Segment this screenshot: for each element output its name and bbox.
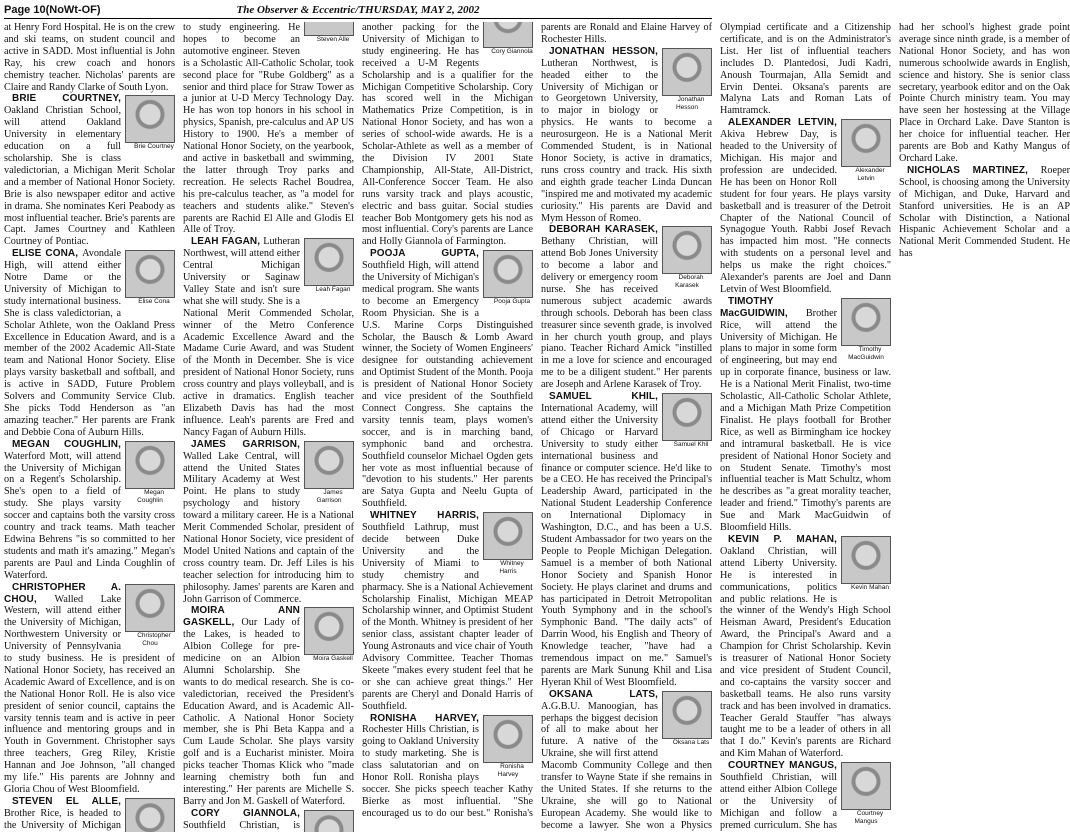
photo-caption: Moira Gaskell: [313, 655, 353, 663]
student-photo: [841, 536, 891, 592]
student-profile: [541, 391, 712, 689]
student-profile: [183, 236, 354, 438]
photo-caption: Kevin Mahan: [851, 583, 889, 591]
photo-caption: Christopher Chou: [137, 631, 171, 647]
student-profile: [541, 46, 712, 225]
student-name: ALEXANDER LETVIN,: [728, 117, 837, 129]
photo-caption: Ronisha Harvey: [497, 762, 524, 778]
student-profile: [541, 224, 712, 391]
photo-caption: Timothy MacGuidwin: [848, 345, 884, 361]
student-name: OKSANA LATS,: [549, 688, 658, 700]
photo-caption: Samuel Khil: [673, 441, 709, 449]
student-name: JONATHAN HESSON,: [549, 45, 658, 57]
profile-text: Waterford Mott, will attend the University of Michigan on a Regent's Scholarship. She's open to a field of study. She plays varsity soccer and captains both the varsity cross country and track teams. Math teacher Edwina Behrens "is so committed to her students and math it's amazing." Megan's parents are Paul and Linda Coughlin of Waterford.: [4, 450, 175, 581]
portrait-image: [304, 607, 354, 655]
portrait-image: [125, 441, 175, 489]
student-photo: [662, 48, 712, 112]
portrait-image: [125, 95, 175, 143]
portrait-image: [841, 762, 891, 810]
profile-text: Brother Rice, is headed to the University of Michigan to study engineering. He hopes to become an automotive engineer. Steven is a Scholastic All-Catholic Scholar, took second place for "Rube Goldberg" as a senior and third place for Straw Tower as a junior at U-D Mercy Technology Day. He has won top honors in his school in physics, Spanish, pre-calculus and AP US History to 1900. He's a member of National Honor Society, on the yearbook, and active in basketball and swimming, the latter through Troy parks and recreation. He selects Rachel Boudrea, his pre-calculus teacher, as "a model for teachers and students alike." Steven's parents are Rachid El Alle and Glodis El Alle of Troy.: [4, 22, 354, 831]
profile-text: Oakland Christian School, will attend Oakland University in elementary education on a full scholarship. She is class valedictorian, a Michigan Merit Scholar and a member of National Honor Society. Brie is also newspaper editor and active in drama. She nominates Keri Peabody as most influential teacher. Brie's parents are Capt. James Courtney and Kathleen Courtney of Pontiac.: [4, 105, 175, 248]
student-profile: [4, 22, 175, 93]
student-profile: [899, 165, 1070, 260]
portrait-image: [125, 584, 175, 632]
student-name: JAMES GARRISON,: [191, 438, 300, 450]
student-name: WHITNEY HARRIS,: [370, 510, 479, 522]
portrait-image: [662, 691, 712, 739]
student-name: CHRISTOPHER A. CHOU,: [4, 581, 121, 605]
photo-caption: James Garrison: [316, 488, 343, 504]
profile-text: Southfield High, will attend the University of Michigan's medical program. She wants to become an Emergency Room Physician. She is a U.S. Marine Corps Distinguished Scholar, the Bausch & Lomb Award winner, the Society of Women Engineers' designee for outstanding achievement and Optimist Student of the Month. Pooja is president of National Honor Society and vice president of the Southfield Connect Congress. She captains the varsity tennis team, plays women's soccer, and is in marching band, symphonic band and orchestra. Southfield counselor Michael Ogden gets her vote as most influential because of "devotion to his students." Her parents are Satya Gupta and Neelu Gupta of Southfield.: [362, 260, 533, 510]
student-photo: [662, 393, 712, 449]
photo-caption: Pooja Gupta: [493, 298, 531, 306]
student-profile: [4, 439, 175, 582]
photo-caption: Alexander Letvin: [855, 167, 885, 183]
photo-caption: Deborah Karasek: [675, 274, 704, 290]
student-name: ELISE CONA,: [12, 248, 83, 260]
student-profile: [4, 582, 175, 796]
profile-text: Rochester Hills Christian, is going to Oakland University to study marketing. She is class salutatorian and on Honor Roll. Ronisha plays soccer. She picks speech teacher Kathy Bierke as most influential. "She encouraged us to do our best." Ronisha's parents are Ronald and Elaine Harvey of Rochester Hills.: [362, 22, 712, 819]
student-photo: [841, 762, 891, 826]
profile-text: Bethany Christian, will attend Bob Jones University to become a labor and delivery or emergency room nurse. She has received numerous subject academic awards through schools. Deborah has been class treasurer since seventh grade, is involved in her church youth group, and plays piano. Teacher Richard Amick "instilled in me a love for science and encouraged me to be a diligent student." Her parents are Joseph and Arlene Karasek of Troy.: [541, 236, 712, 391]
profile-text: Avondale High, will attend either Notre Dame or the University of Michigan to study international business. She is class valedictorian, a Scholar Athlete, won the Oakland Press Excellence in Education Award, and is a member of the 2002 Academic All-State team and National Honor Society. Elise plays varsity basketball and softball, and is active in SADD, Future Problem Solvers and Community Service Club. She picks Todd Henderson as "an amazing teacher." Her parents are Frank and Debbie Cona of Auburn Hills.: [4, 248, 175, 438]
profile-text: Southfield Christian, will attend either Albion College or the University of Michigan and follow a premed curriculum. She has had her school's highest grade point average since ninth grade, is a member of National Honor Society, and has won numerous schoolwide awards in English, science and history. She is senior class secretary, yearbook editor and on the Oak Pointe Church ministry team. You may have seen her hostessing at the Village Place in Orchard Lake. Dave Stanton is her choice for influential teacher. Her parents are Bob and Kathy Mangus of Orchard Lake.: [720, 22, 1070, 831]
photo-caption: Cory Giannola: [491, 47, 533, 55]
student-photo: [304, 441, 354, 505]
portrait-image: [304, 238, 354, 286]
student-photo: [304, 607, 354, 663]
student-name: MOIRA ANN GASKELL,: [183, 605, 300, 629]
portrait-image: [662, 226, 712, 274]
student-name: POOJA GUPTA,: [370, 248, 479, 260]
student-photo: [483, 715, 533, 779]
page-header: [4, 2, 712, 19]
student-name: LEAH FAGAN,: [191, 236, 264, 248]
profile-text: Southfield Lathrup, must decide between Duke University and the University of Miami to study chemistry and pharmacy. She is a National Achievement Scholarship Finalist, Michigan MEAP Scholarship winner, and Optimist Student of the Month. Whitney is president of her senior class, assistant chapter leader of Young Astronauts and vice chair of Youth Advisory Committee. Teacher Thomas Skeete "makes every student feel that he or she can achieve great things." Her parents are Cheryl and Donald Harris of Southfield.: [362, 522, 533, 712]
profile-text: Roeper School, is choosing among the University of Michigan, and Duke, Harvard and Stanford universities. He is an AP Scholar with Distinction, a National Hispanic Achievement Scholar and a National Merit Commended Student. He has: [899, 164, 1070, 260]
photo-caption: Whitney Harris: [499, 560, 524, 576]
student-name: KEVIN P. MAHAN,: [728, 533, 837, 545]
profile-text: A.G.B.U. Manoogian, has perhaps the biggest decision of all to make about her future. A native of the Ukraine, she will first attend Macomb Community College and then transfer to Wayne State if she remains in the United States. If she returns to the Ukraine, she will go to National European Academy. She would like to become a lawyer. She won a Physics Olympiad certificate and a Citizenship certificate, and is on the Administrator's List. Her list of influential teachers includes D. Plantedosi, Judi Kadri, Anoush Tourmajan, Alla Semidt and Ervin Dentei. Oksana's parents are Malyna Lats and Roman Lats of Hamtramck.: [541, 22, 891, 831]
student-photo: [304, 238, 354, 294]
student-name: NICHOLAS MARTINEZ,: [907, 164, 1041, 176]
profile-text: at Henry Ford Hospital. He is on the crew and ski teams, on student council and active in SADD. Most influential is John Ray, his crew coach and honors chemistry teacher. Nicholas' parents are Claire and Randy Clarke of South Lyon.: [4, 22, 175, 93]
student-name: CORY GIANNOLA,: [191, 807, 300, 819]
student-name: DEBORAH KARASEK,: [549, 224, 658, 236]
portrait-image: [304, 441, 354, 489]
masthead: The Observer & Eccentric/THURSDAY, MAY 2, 2002: [236, 4, 480, 16]
profile-text: Walled Lake Central, will attend the United States Military Academy at West Point. He plans to study psychology and history toward a military career. He is a National Merit Commended Scholar, president of National Honor Society, vice president of Model United Nations and captain of the cross country team. Dr. Jeff Liles is his teacher selection for introducing him to philosophy. James' parents are Karen and John Garrison of Commerce.: [183, 450, 354, 605]
student-profile: [183, 439, 354, 606]
student-name: SAMUEL KHIL,: [549, 391, 658, 403]
student-photo: [841, 298, 891, 362]
profile-text: Walled Lake Western, will attend either the University of Michigan, Northwestern University or University of Pennsylvania to study business. He is president of National Honor Society, has received an Academic Award of Excellence, and is on the National Honor Roll. He is also vice president of senior council, captains the varsity tennis team and is active in peer influence and mentoring groups and in Youth in Government. Christopher says three teachers, Greg Riley, Kristie Hannan and Joe Johnson, "all changed my life." His parents are Johnny and Gloria Chou of West Bloomfield.: [4, 593, 175, 795]
student-profile: [362, 510, 533, 712]
page-number: Page 10(NoWt-OF): [4, 4, 101, 16]
student-photo: [483, 250, 533, 306]
portrait-image: [662, 393, 712, 441]
photo-caption: Jonathan Hesson: [675, 95, 705, 111]
student-name: BRIE COURTNEY,: [12, 93, 121, 105]
profile-text: Our Lady of the Lakes, is headed to Albion College for pre-medicine on an Albion Alumni Scholarship. She wants to do medical research. She is co-valedictorian, received the President's Education Award, and is Academic All-Catholic. A National Honor Society member, she is Phi Beta Kappa and a Cum Laude Scholar. She plays varsity golf and is a Eucharist minister. Moira picks teacher Thomas Klick who "made learning chemistry both fun and interesting." Her parents are Michelle S. Barry and Jon M. Gaskell of Waterford.: [183, 617, 354, 807]
student-name: TIMOTHY MacGUIDWIN,: [720, 295, 806, 319]
portrait-image: [841, 298, 891, 346]
student-photo: [483, 512, 533, 576]
portrait-image: [483, 512, 533, 560]
student-photo: [125, 250, 175, 306]
student-profile: [183, 605, 354, 807]
portrait-image: [483, 250, 533, 298]
student-profile: [4, 93, 175, 248]
portrait-image: [125, 250, 175, 298]
student-name: RONISHA HARVEY,: [370, 712, 479, 724]
student-photo: [125, 584, 175, 648]
portrait-image: [841, 536, 891, 584]
student-profile: [720, 296, 891, 534]
photo-caption: Leah Fagan: [315, 286, 351, 294]
student-name: COURTNEY MANGUS,: [728, 760, 837, 772]
student-profile: [362, 248, 533, 510]
profile-text: Oakland Christian, will attend Liberty University. He is interested in communications, politics and public relations. He is the winner of the Wendy's High School Heisman Award, President's Education Award, the Principal's Award and a Champion for Christ Scholarship. Kevin is treasurer of National Honor Society and vice president of Student Council, and co-captains the varsity soccer and basketball teams. He also runs varsity track and has been involved in dramatics. Teacher Gerald Stauffer "has always taught me to be a leader of others in all that I do." Kevin's parents are Richard and Kim Mahan of Waterford.: [720, 545, 891, 760]
profile-text: Lutheran Northwest, will attend either Central Michigan University or Saginaw Valley State and isn't sure what she will study. She is a National Merit Commended Scholar, winner of the Metro Conference Academic Excellence Award and the Madame Curie Award, and was Student of the Month in December. She is vice president of National Honor Society, runs cross country and plays volleyball, and is active in dramatics. English teacher Elizabeth Davis has had the most influence. Leah's parents are Fred and Nancy Fagan of Auburn Hills.: [183, 236, 354, 438]
photo-caption: Elise Cona: [138, 298, 170, 306]
photo-caption: Oksana Lats: [672, 738, 710, 746]
student-name: MEGAN COUGHLIN,: [12, 438, 121, 450]
student-photo: [125, 441, 175, 505]
student-profile: [4, 248, 175, 439]
photo-caption: Megan Coughlin: [137, 488, 164, 504]
photo-caption: Brie Courtney: [134, 143, 174, 151]
profile-text: International Academy, will attend either the University of Chicago or Harvard University to study either international business and finance or computer science. He'd like to be a CEO. He has received the Principal's Leadership Award, participated in the National Student Leadership Conference on International Diplomacy in Washington, D.C., and has been a U.S. Student Ambassador for two years on the People to People Michigan Delegation. Samuel is a member of both National Honor Society and Spanish Honor Society. He plays clarinet and drums and has participated in Detroit Metropolitan Youth Symphony and in the school's Symphonic Band. "The daily acts" of Darrin Wood, his English and Theory of Knowledge teacher, "have had a tremendous impact on me." Samuel's parents are Mark Sunung Khil and Lisa Hyeran Khil of West Bloomfield.: [541, 403, 712, 688]
student-photo: [662, 691, 712, 747]
portrait-image: [483, 715, 533, 763]
portrait-image: [841, 119, 891, 167]
student-profile: [720, 534, 891, 760]
student-profile: [720, 117, 891, 296]
student-photo: [841, 119, 891, 183]
article-columns: [4, 22, 1070, 832]
student-name: STEVEN EL ALLE,: [12, 795, 121, 807]
profile-text: Brother Rice, will attend the University of Michigan. He plans to major in some form of engineering, but may end up in corporate finance, business or law. He is a National Merit Finalist, two-time Scholastic, All-Catholic Scholar Athlete, and a Michigan Math Prize Competition Finalist. He plays football for Brother Rice, as well as Birmingham ice hockey and intramural basketball. He is vice president of National Honor Society and on Student Senate. Timothy's most influential teacher is Matt Schultz, whom he describes as "a great morality teacher, leader and friend." Timothy's parents are Sue and Mark MacGuidwin of Bloomfield Hills.: [720, 307, 891, 534]
photo-caption: Steven Alle: [316, 35, 350, 43]
profile-text: Southfield Christian, is another packing for the University of Michigan to study engineering. He has received a U-M Regents Scholarship and is a qualifier for the Michigan Competitive Scholarship. Cory has scored well in the Michigan Mathematics Prize Competition, is in National Honor Society, and has won a series of school-wide awards. He is a Scholar-Athlete as well as a member of the Division IV 2001 State Championship, All-State, All-District, All-Conference Soccer Team. He also runs varsity track and plays acoustic, electric and bass guitar. Social studies teacher Bob Montgomery gets his nod as most influential. Cory's parents are Lance and Holly Giannola of Farmington.: [183, 22, 533, 831]
profile-text: Lutheran Northwest, is headed either to the University of Michigan or to Georgetown University, to major in biology or physics. He wants to become a neurosurgeon. He is a National Merit Commended Student, is in National Honor Society, is active in dramatics, runs cross country and track. His sixth and eighth grade teacher Linda Duncan "inspired me and motivated my academic curiosity." His parents are David and Mym Hesson of Romeo.: [541, 57, 712, 224]
profile-text: Akiva Hebrew Day, is headed to the University of Michigan. His major and profession are undecided. He has been on Honor Roll student for four years. He plays varsity basketball and is treasurer of the Detroit Chapter of the National Council of Synagogue Youth. Rabbi Josef Revach has impacted him most. "He connects with students on a personal level and helps us make the right choices." Alexander's parents are Joel and Dann Letvin of West Bloomfield.: [720, 129, 891, 295]
student-photo: [125, 95, 175, 151]
photo-caption: Courtney Mangus: [854, 810, 884, 826]
portrait-image: [662, 48, 712, 96]
student-photo: [662, 226, 712, 290]
